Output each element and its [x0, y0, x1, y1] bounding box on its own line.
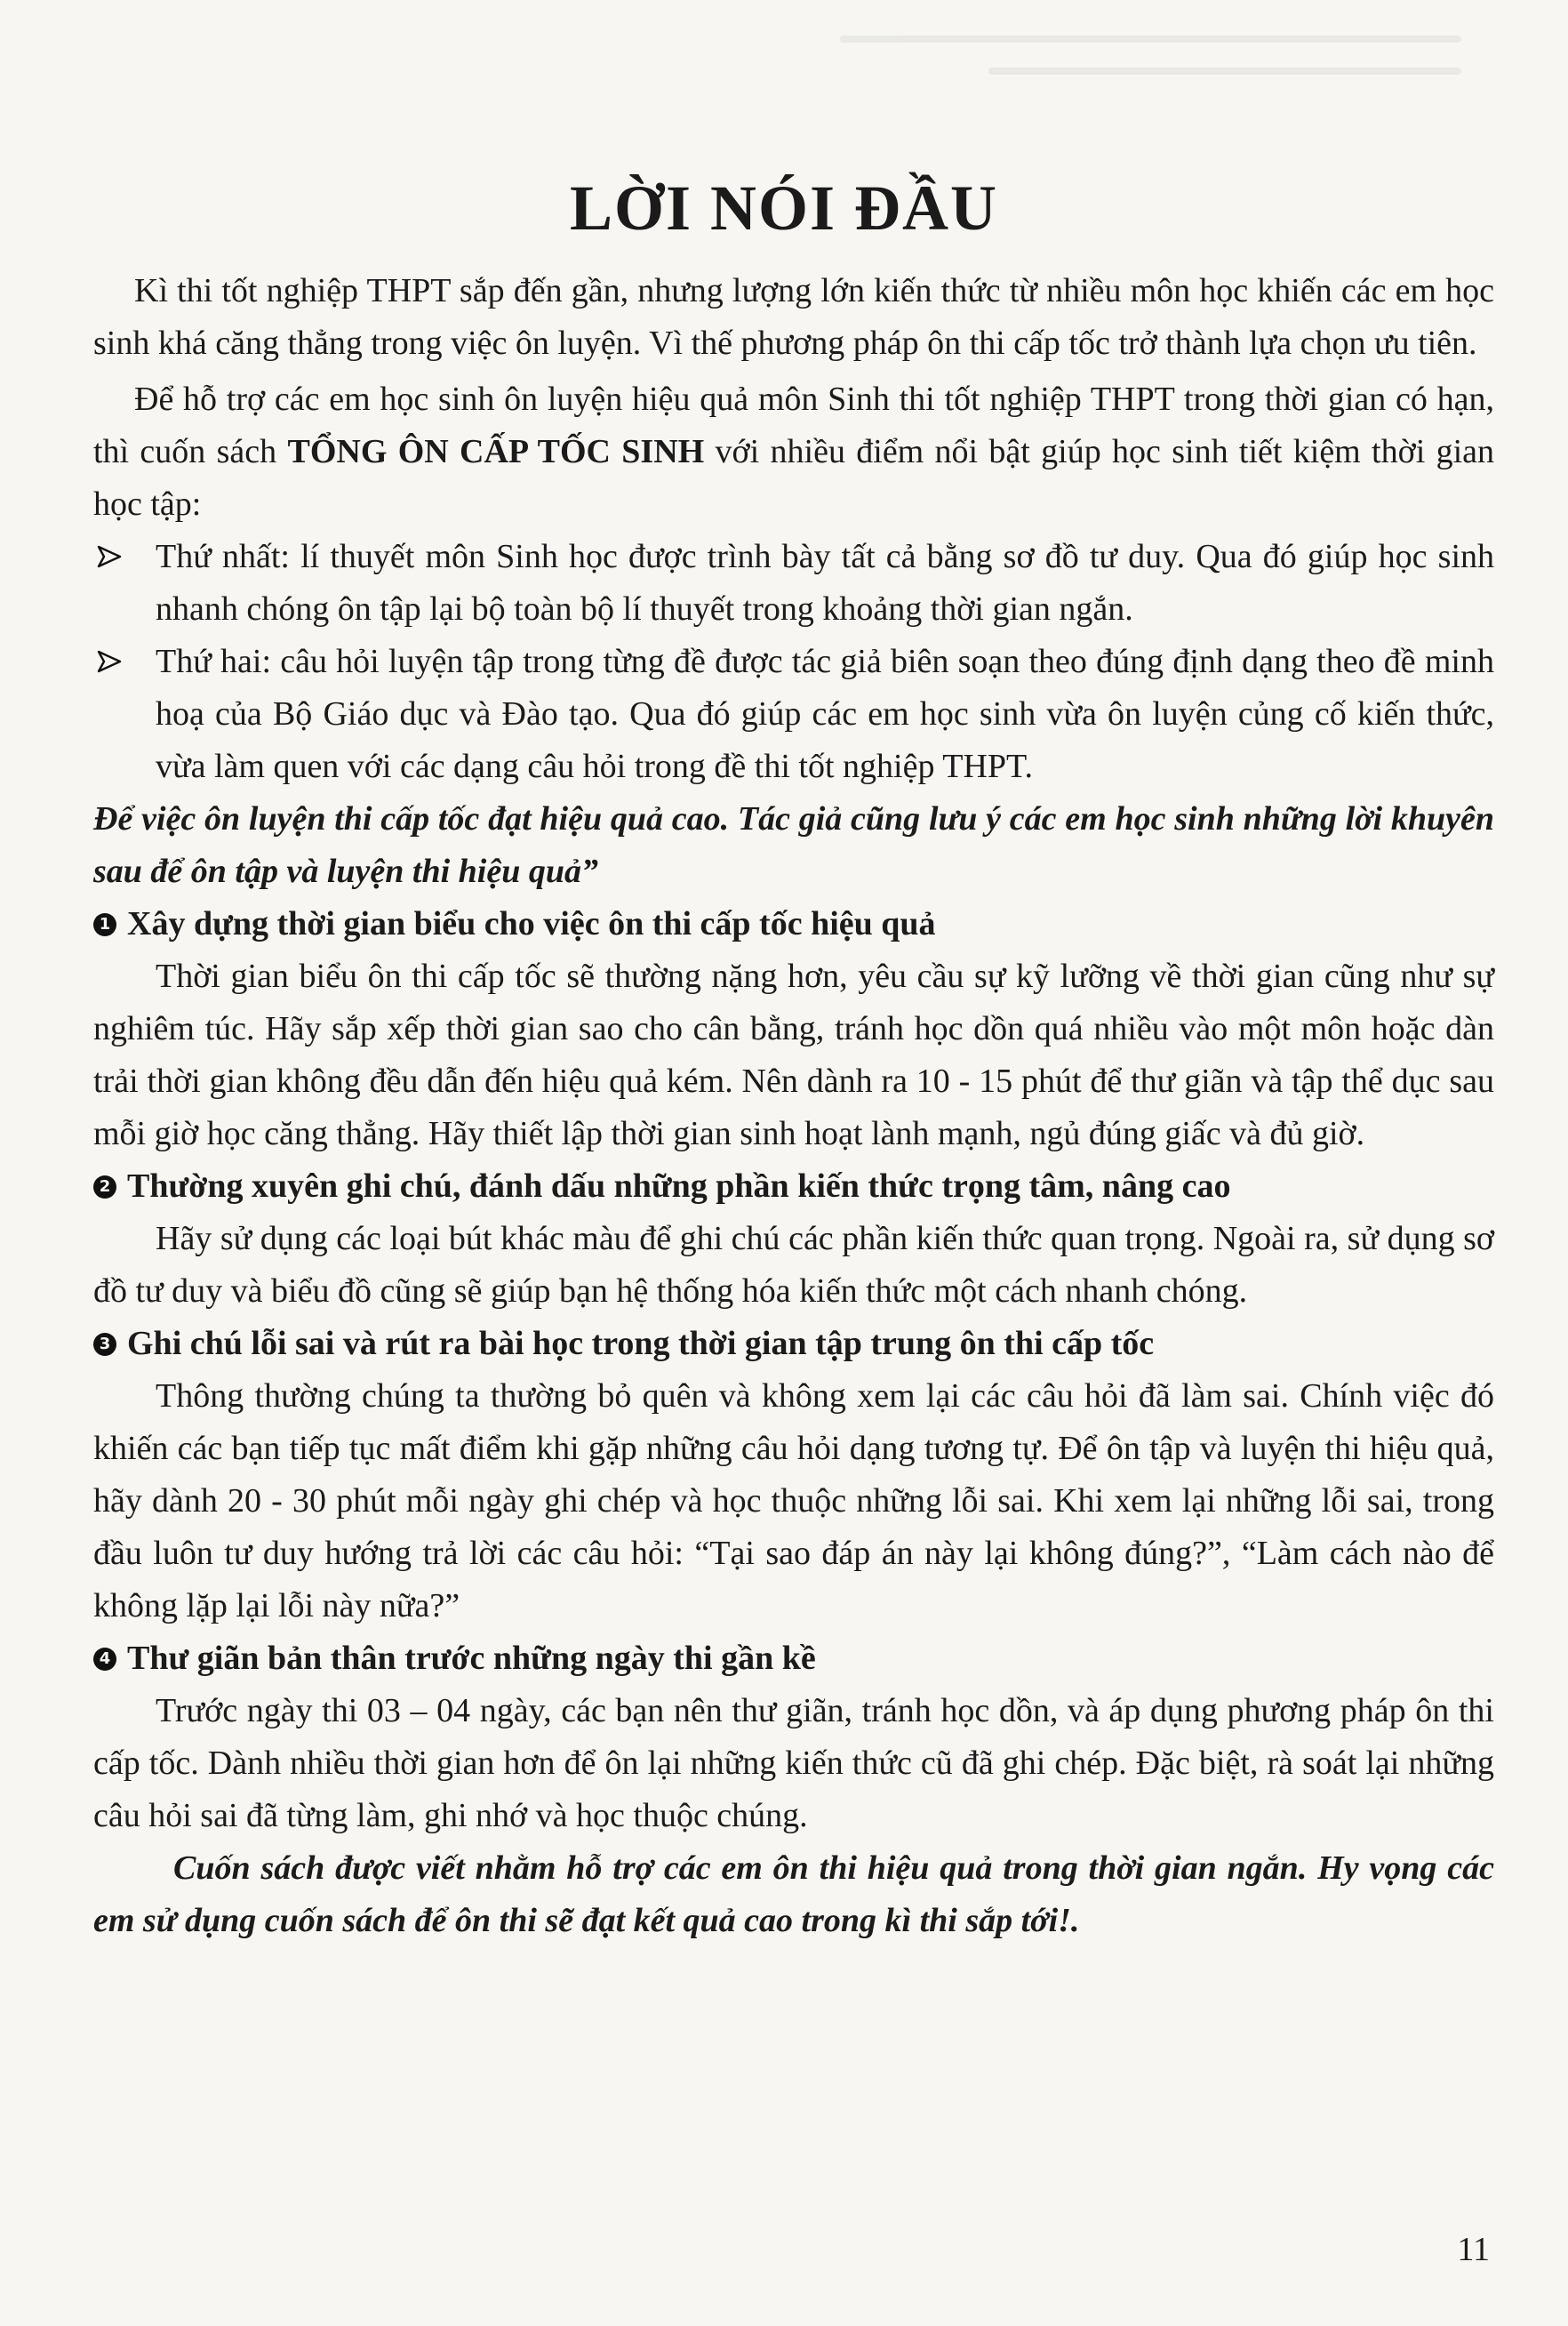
section-heading-3 [93, 1318, 1494, 1370]
number-badge: 4 [93, 1648, 116, 1671]
page-content [93, 265, 1494, 1947]
faded-scan-header [786, 36, 1461, 142]
section-body-3: Thông thường chúng ta thường bỏ quên và không xem lại các câu hỏi đã làm sai. Chính việc đó khiến các bạn tiếp tục mất điểm khi gặp những câu hỏi dạng tương tự. Để ôn tập và luyện thi hiệu quả, hãy dành 20 - 30 phút mỗi ngày ghi chép và học thuộc những lỗi sai. Khi xem lại những lỗi sai, trong đầu luôn tư duy hướng trả lời các câu hỏi: “Tại sao đáp án này lại không đúng?”, “Làm cách nào để không lặp lại lỗi này nữa?” [93, 1377, 1494, 1624]
number-badge: 2 [93, 1175, 116, 1199]
arrow-bullet-icon [93, 531, 129, 583]
support-paragraph [93, 373, 1494, 531]
page-number: 11 [1457, 2231, 1490, 2268]
section-body-2: Hãy sử dụng các loại bút khác màu để ghi chú các phần kiến thức quan trọng. Ngoài ra, sử dụng sơ đồ tư duy và biểu đồ cũng sẽ giúp bạn hệ thống hóa kiến thức một cách nhanh chóng. [93, 1220, 1494, 1310]
list-item [93, 531, 1494, 636]
faded-line [840, 36, 1461, 43]
closing-paragraph: Cuốn sách được viết nhằm hỗ trợ các em ôn thi hiệu quả trong thời gian ngắn. Hy vọng các em sử dụng cuốn sách để ôn thi sẽ đạt kết quả cao trong kì thi sắp tới!. [93, 1849, 1494, 1939]
number-badge: 1 [93, 913, 116, 936]
list-item-text: Thứ nhất: lí thuyết môn Sinh học được trình bày tất cả bằng sơ đồ tư duy. Qua đó giúp học sinh nhanh chóng ôn tập lại bộ toàn bộ lí thuyết trong khoảng thời gian ngắn. [156, 538, 1494, 628]
support-text-after: với nhiều điểm nổi bật giúp học sinh tiết kiệm thời gian học tập: [93, 433, 1495, 523]
section-title: Thường xuyên ghi chú, đánh dấu những phần kiến thức trọng tâm, nâng cao [127, 1167, 1231, 1205]
advice-intro: Để việc ôn luyện thi cấp tốc đạt hiệu quả cao. Tác giả cũng lưu ý các em học sinh những lời khuyên sau để ôn tập và luyện thi hiệu quả” [93, 800, 1494, 890]
section-title: Ghi chú lỗi sai và rút ra bài học trong thời gian tập trung ôn thi cấp tốc [127, 1325, 1155, 1362]
faded-line [988, 68, 1461, 75]
section-heading-4 [93, 1632, 1494, 1685]
section-heading-2 [93, 1160, 1494, 1213]
section-body-4: Trước ngày thi 03 – 04 ngày, các bạn nên thư giãn, tránh học dồn, và áp dụng phương pháp ôn thi cấp tốc. Dành nhiều thời gian hơn để ôn lại những kiến thức cũ đã ghi chép. Đặc biệt, rà soát lại những câu hỏi sai đã từng làm, ghi nhớ và học thuộc chúng. [93, 1692, 1494, 1834]
list-item [93, 636, 1494, 793]
page-title: LỜI NÓI ĐẦU [569, 172, 999, 245]
book-title: TỔNG ÔN CẤP TỐC SINH [287, 433, 705, 470]
number-badge: 3 [93, 1333, 116, 1356]
feature-list [93, 531, 1494, 793]
section-heading-1 [93, 898, 1494, 950]
support-text-before: Để hỗ trợ các em học sinh ôn luyện hiệu quả môn Sinh thi tốt nghiệp THPT trong thời gian có hạn, thì cuốn sách [93, 381, 1494, 470]
section-title: Thư giãn bản thân trước những ngày thi gần kề [127, 1640, 816, 1677]
section-title: Xây dựng thời gian biểu cho việc ôn thi cấp tốc hiệu quả [127, 905, 936, 942]
list-item-text: Thứ hai: câu hỏi luyện tập trong từng đề được tác giả biên soạn theo đúng định dạng theo đề minh hoạ của Bộ Giáo dục và Đào tạo. Qua đó giúp các em học sinh vừa ôn luyện củng cố kiến thức, vừa làm quen với các dạng câu hỏi trong đề thi tốt nghiệp THPT. [156, 643, 1494, 785]
arrow-bullet-icon [93, 636, 129, 688]
intro-paragraph: Kì thi tốt nghiệp THPT sắp đến gần, nhưng lượng lớn kiến thức từ nhiều môn học khiến các em học sinh khá căng thẳng trong việc ôn luyện. Vì thế phương pháp ôn thi cấp tốc trở thành lựa chọn ưu tiên. [93, 272, 1494, 362]
section-body-1: Thời gian biểu ôn thi cấp tốc sẽ thường nặng hơn, yêu cầu sự kỹ lưỡng về thời gian cũng như sự nghiêm túc. Hãy sắp xếp thời gian sao cho cân bằng, tránh học dồn quá nhiều vào một môn hoặc dàn trải thời gian không đều dẫn đến hiệu quả kém. Nên dành ra 10 - 15 phút để thư giãn và tập thể dục sau mỗi giờ học căng thẳng. Hãy thiết lập thời gian sinh hoạt lành mạnh, ngủ đúng giấc và đủ giờ. [93, 958, 1494, 1152]
